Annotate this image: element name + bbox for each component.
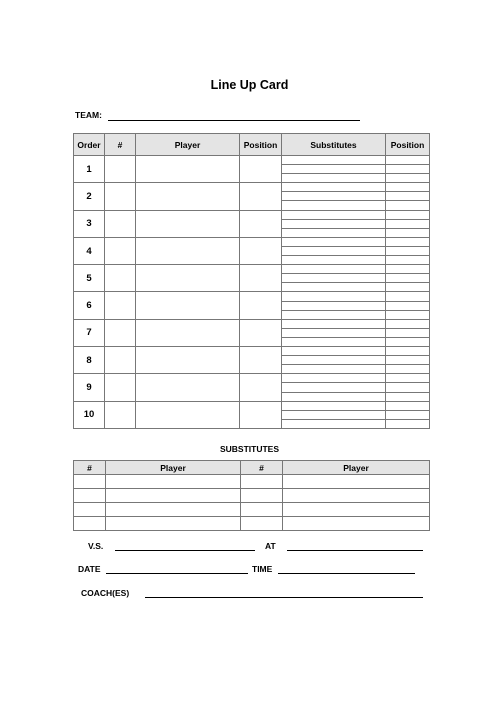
sub-position-line[interactable] — [386, 402, 429, 411]
header-player: Player — [136, 134, 240, 156]
header-number: # — [105, 134, 136, 156]
number-cell[interactable] — [105, 319, 136, 346]
sub-player-cell[interactable] — [283, 489, 430, 503]
lineup-row — [74, 210, 430, 237]
team-label: TEAM: — [75, 110, 102, 120]
position-cell[interactable] — [240, 347, 282, 374]
player-cell[interactable] — [136, 237, 240, 264]
position-cell[interactable] — [240, 401, 282, 428]
sub-position-cell[interactable] — [386, 374, 430, 401]
header-sub-position: Position — [386, 134, 430, 156]
player-cell[interactable] — [136, 156, 240, 183]
sub-number-cell[interactable] — [241, 475, 283, 489]
substitutes-row — [74, 475, 430, 489]
sub-position-cell[interactable] — [386, 183, 430, 210]
substitutes-line[interactable] — [282, 365, 385, 373]
sub-position-line[interactable] — [386, 156, 429, 165]
sub-number-cell[interactable] — [74, 517, 106, 531]
sub-position-line[interactable] — [386, 393, 429, 401]
substitutes-cell[interactable] — [282, 347, 386, 374]
substitutes-line[interactable] — [282, 383, 385, 392]
position-cell[interactable] — [240, 265, 282, 292]
order-cell: 10 — [74, 401, 105, 428]
vs-field[interactable] — [115, 550, 255, 551]
substitutes-line[interactable] — [282, 356, 385, 365]
sub-position-line[interactable] — [386, 383, 429, 392]
sub-position-line[interactable] — [386, 211, 429, 220]
number-cell[interactable] — [105, 156, 136, 183]
sub-number-cell[interactable] — [74, 503, 106, 517]
sub-position-line[interactable] — [386, 302, 429, 311]
substitutes-line[interactable] — [282, 201, 385, 209]
substitutes-line[interactable] — [282, 393, 385, 401]
lineup-row — [74, 347, 430, 374]
substitutes-body — [74, 475, 430, 531]
substitutes-line[interactable] — [282, 274, 385, 283]
position-cell[interactable] — [240, 292, 282, 319]
substitutes-line[interactable] — [282, 265, 385, 274]
substitutes-line[interactable] — [282, 238, 385, 247]
lineup-row — [74, 401, 430, 428]
sub-number-cell[interactable] — [241, 503, 283, 517]
time-label: TIME — [252, 564, 273, 574]
subs-header-number: # — [74, 461, 106, 475]
subs-header-player: Player — [106, 461, 241, 475]
header-substitutes: Substitutes — [282, 134, 386, 156]
substitutes-line[interactable] — [282, 165, 385, 174]
number-cell[interactable] — [105, 374, 136, 401]
sub-position-line[interactable] — [386, 283, 429, 291]
sub-position-line[interactable] — [386, 165, 429, 174]
substitutes-cell[interactable] — [282, 319, 386, 346]
substitutes-cell[interactable] — [282, 156, 386, 183]
header-order: Order — [74, 134, 105, 156]
player-cell[interactable] — [136, 292, 240, 319]
sub-position-line[interactable] — [386, 256, 429, 264]
sub-position-line[interactable] — [386, 201, 429, 209]
lineup-row — [74, 156, 430, 183]
number-cell[interactable] — [105, 183, 136, 210]
sub-position-cell[interactable] — [386, 156, 430, 183]
position-cell[interactable] — [240, 183, 282, 210]
number-cell[interactable] — [105, 210, 136, 237]
substitutes-row — [74, 517, 430, 531]
sub-position-cell[interactable] — [386, 265, 430, 292]
substitutes-line[interactable] — [282, 402, 385, 411]
coach-label: COACH(ES) — [81, 588, 130, 598]
player-cell[interactable] — [136, 347, 240, 374]
sub-position-line[interactable] — [386, 192, 429, 201]
lineup-row — [74, 374, 430, 401]
sub-position-line[interactable] — [386, 229, 429, 237]
player-cell[interactable] — [136, 183, 240, 210]
player-cell[interactable] — [136, 265, 240, 292]
lineup-body — [74, 156, 430, 429]
sub-number-cell[interactable] — [74, 475, 106, 489]
substitutes-cell[interactable] — [282, 210, 386, 237]
substitutes-line[interactable] — [282, 329, 385, 338]
order-cell: 3 — [74, 210, 105, 237]
sub-position-line[interactable] — [386, 411, 429, 420]
substitutes-line[interactable] — [282, 220, 385, 229]
position-cell[interactable] — [240, 210, 282, 237]
sub-player-cell[interactable] — [283, 475, 430, 489]
player-cell[interactable] — [136, 401, 240, 428]
sub-position-line[interactable] — [386, 183, 429, 192]
sub-position-line[interactable] — [386, 311, 429, 319]
sub-position-line[interactable] — [386, 220, 429, 229]
order-cell: 6 — [74, 292, 105, 319]
sub-position-line[interactable] — [386, 338, 429, 346]
sub-number-cell[interactable] — [241, 517, 283, 531]
coach-field[interactable] — [145, 597, 423, 598]
substitutes-line[interactable] — [282, 347, 385, 356]
lineup-row — [74, 265, 430, 292]
substitutes-line[interactable] — [282, 338, 385, 346]
sub-position-cell[interactable] — [386, 292, 430, 319]
substitutes-cell[interactable] — [282, 292, 386, 319]
sub-position-line[interactable] — [386, 174, 429, 182]
date-field[interactable] — [106, 573, 248, 574]
substitutes-cell[interactable] — [282, 401, 386, 428]
lineup-row — [74, 237, 430, 264]
order-cell: 1 — [74, 156, 105, 183]
order-cell: 8 — [74, 347, 105, 374]
substitutes-line[interactable] — [282, 183, 385, 192]
header-position: Position — [240, 134, 282, 156]
substitutes-line[interactable] — [282, 156, 385, 165]
sub-player-cell[interactable] — [106, 475, 241, 489]
lineup-row — [74, 183, 430, 210]
substitutes-row — [74, 489, 430, 503]
substitutes-cell[interactable] — [282, 183, 386, 210]
sub-position-line[interactable] — [386, 374, 429, 383]
number-cell[interactable] — [105, 265, 136, 292]
number-cell[interactable] — [105, 292, 136, 319]
player-cell[interactable] — [136, 374, 240, 401]
substitutes-cell[interactable] — [282, 265, 386, 292]
team-field[interactable] — [108, 120, 360, 121]
sub-player-cell[interactable] — [106, 517, 241, 531]
sub-position-cell[interactable] — [386, 210, 430, 237]
substitutes-table — [73, 460, 430, 531]
substitutes-line[interactable] — [282, 247, 385, 256]
substitutes-line[interactable] — [282, 192, 385, 201]
at-label: AT — [265, 541, 276, 551]
sub-position-line[interactable] — [386, 274, 429, 283]
sub-position-line[interactable] — [386, 320, 429, 329]
lineup-row — [74, 292, 430, 319]
position-cell[interactable] — [240, 374, 282, 401]
sub-position-line[interactable] — [386, 247, 429, 256]
substitutes-line[interactable] — [282, 211, 385, 220]
sub-position-line[interactable] — [386, 347, 429, 356]
substitutes-line[interactable] — [282, 174, 385, 182]
sub-position-cell[interactable] — [386, 237, 430, 264]
substitutes-header-row — [74, 461, 430, 475]
sub-player-cell[interactable] — [106, 489, 241, 503]
sub-position-line[interactable] — [386, 238, 429, 247]
sub-position-line[interactable] — [386, 420, 429, 428]
substitutes-line[interactable] — [282, 302, 385, 311]
subs-header-player-2: Player — [283, 461, 430, 475]
date-label: DATE — [78, 564, 101, 574]
position-cell[interactable] — [240, 156, 282, 183]
substitutes-line[interactable] — [282, 411, 385, 420]
substitutes-line[interactable] — [282, 374, 385, 383]
subs-header-number-2: # — [241, 461, 283, 475]
lineup-table — [73, 133, 430, 429]
sub-number-cell[interactable] — [241, 489, 283, 503]
page-title: Line Up Card — [210, 78, 289, 92]
sub-position-line[interactable] — [386, 329, 429, 338]
number-cell[interactable] — [105, 347, 136, 374]
position-cell[interactable] — [240, 237, 282, 264]
order-cell: 7 — [74, 319, 105, 346]
sub-position-line[interactable] — [386, 292, 429, 301]
number-cell[interactable] — [105, 401, 136, 428]
number-cell[interactable] — [105, 237, 136, 264]
substitutes-line[interactable] — [282, 320, 385, 329]
lineup-row — [74, 319, 430, 346]
substitutes-line[interactable] — [282, 256, 385, 264]
lineup-header-row — [74, 134, 430, 156]
sub-number-cell[interactable] — [74, 489, 106, 503]
time-field[interactable] — [278, 573, 415, 574]
substitutes-row — [74, 503, 430, 517]
at-field[interactable] — [287, 550, 423, 551]
player-cell[interactable] — [136, 319, 240, 346]
sub-position-line[interactable] — [386, 356, 429, 365]
substitutes-line[interactable] — [282, 283, 385, 291]
order-cell: 2 — [74, 183, 105, 210]
sub-position-cell[interactable] — [386, 319, 430, 346]
substitutes-line[interactable] — [282, 229, 385, 237]
substitutes-cell[interactable] — [282, 237, 386, 264]
sub-position-cell[interactable] — [386, 347, 430, 374]
substitutes-line[interactable] — [282, 420, 385, 428]
substitutes-heading: SUBSTITUTES — [219, 444, 280, 454]
player-cell[interactable] — [136, 210, 240, 237]
sub-player-cell[interactable] — [283, 517, 430, 531]
sub-position-line[interactable] — [386, 365, 429, 373]
vs-label: V.S. — [88, 541, 104, 551]
sub-player-cell[interactable] — [283, 503, 430, 517]
substitutes-cell[interactable] — [282, 374, 386, 401]
position-cell[interactable] — [240, 319, 282, 346]
sub-player-cell[interactable] — [106, 503, 241, 517]
order-cell: 4 — [74, 237, 105, 264]
order-cell: 5 — [74, 265, 105, 292]
substitutes-line[interactable] — [282, 292, 385, 301]
substitutes-line[interactable] — [282, 311, 385, 319]
sub-position-cell[interactable] — [386, 401, 430, 428]
order-cell: 9 — [74, 374, 105, 401]
sub-position-line[interactable] — [386, 265, 429, 274]
